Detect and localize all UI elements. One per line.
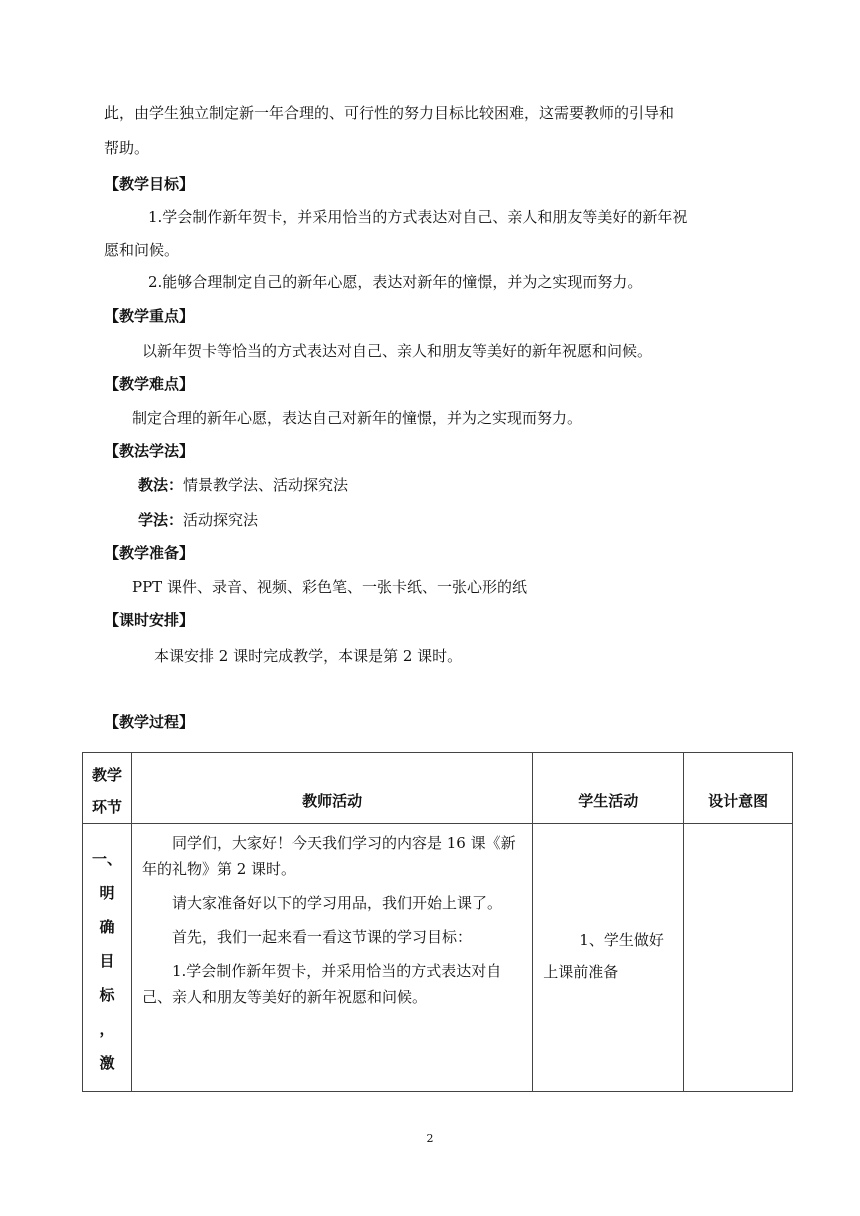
stage-char: ， xyxy=(99,1020,115,1038)
table-row xyxy=(83,824,793,1092)
objectives-heading: 【教学目标】 xyxy=(104,175,195,193)
stage-char: 标 xyxy=(99,986,115,1004)
header-stage-line-2: 环节 xyxy=(91,798,122,816)
header-design: 设计意图 xyxy=(684,753,793,824)
stage-char: 确 xyxy=(99,918,115,936)
schedule-heading: 【课时安排】 xyxy=(104,611,195,629)
objective-2: 2.能够合理制定自己的新年心愿，表达对新年的憧憬，并为之实现而努力。 xyxy=(148,273,643,291)
header-stage-line-1: 教学 xyxy=(91,766,122,784)
stage-char: 明 xyxy=(99,884,115,902)
teacher-paragraph: 同学们，大家好！今天我们学习的内容是 16 课《新年的礼物》第 2 课时。 xyxy=(141,834,516,878)
header-stage xyxy=(83,753,132,824)
header-teacher: 教师活动 xyxy=(131,753,532,824)
difficulties-heading: 【教学难点】 xyxy=(104,375,195,393)
learning-method xyxy=(138,510,798,530)
stage-cell xyxy=(83,824,132,1092)
stage-char: 一、 xyxy=(91,850,122,868)
objective-1-line-2: 愿和问候。 xyxy=(104,241,180,259)
preparation-text: PPT 课件、录音、视频、彩色笔、一张卡纸、一张心形的纸 xyxy=(132,578,527,596)
key-points-text: 以新年贺卡等恰当的方式表达对自己、亲人和朋友等美好的新年祝愿和问候。 xyxy=(142,342,653,360)
intro-line-1: 此，由学生独立制定新一年合理的、可行性的努力目标比较困难，这需要教师的引导和 xyxy=(104,104,675,122)
process-heading: 【教学过程】 xyxy=(104,713,195,731)
table-header-row xyxy=(83,753,793,824)
design-intent-cell xyxy=(684,824,793,1092)
schedule-text: 本课安排 2 课时完成教学，本课是第 2 课时。 xyxy=(154,647,463,665)
objective-1-line-1: 1.学会制作新年贺卡，并采用恰当的方式表达对自己、亲人和朋友等美好的新年祝 xyxy=(148,208,688,226)
teacher-paragraph: 首先，我们一起来看一看这节课的学习目标： xyxy=(171,928,472,946)
learning-method-label: 学法： xyxy=(138,511,184,529)
intro-line-2: 帮助。 xyxy=(104,139,150,157)
header-student: 学生活动 xyxy=(533,753,684,824)
student-activity-cell xyxy=(533,824,684,1092)
methods-heading: 【教法学法】 xyxy=(104,442,195,460)
teacher-paragraph: 请大家准备好以下的学习用品，我们开始上课了。 xyxy=(171,894,502,912)
difficulties-text: 制定合理的新年心愿，表达自己对新年的憧憬，并为之实现而努力。 xyxy=(132,409,583,427)
student-activity-line-2: 上课前准备 xyxy=(543,963,619,981)
teaching-method xyxy=(138,475,798,495)
teaching-method-label: 教法： xyxy=(138,476,184,494)
process-table xyxy=(82,752,793,1092)
teacher-activity-cell xyxy=(131,824,532,1092)
key-points-heading: 【教学重点】 xyxy=(104,307,195,325)
page-number: 2 xyxy=(426,1132,434,1145)
stage-char: 目 xyxy=(99,952,115,970)
teacher-paragraph: 1.学会制作新年贺卡，并采用恰当的方式表达对自己、亲人和朋友等美好的新年祝愿和问候。 xyxy=(141,962,502,1006)
student-activity-line-1: 1、学生做好 xyxy=(579,931,664,949)
teaching-method-text: 情景教学法、活动探究法 xyxy=(183,476,349,494)
learning-method-text: 活动探究法 xyxy=(183,511,259,529)
preparation-heading: 【教学准备】 xyxy=(104,544,195,562)
stage-char: 激 xyxy=(99,1054,115,1072)
